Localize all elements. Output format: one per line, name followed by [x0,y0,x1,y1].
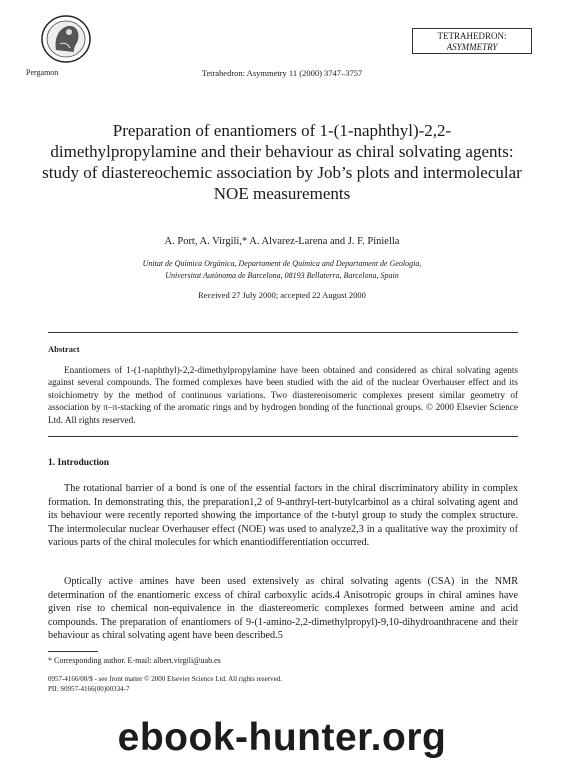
copyright-line2: PII: S0957-4166(00)00334-7 [48,685,130,693]
intro-paragraph-2: Optically active amines have been used extensively as chiral solvating agents (CSA) in the NMR determination of the enantiomeric excess of chiral carboxylic acids.4 Anisotropic groups in chiral amines have given rise to chemical non-equivalence in the diastereomeric complexes formed between amine and acid compounds. The preparation of enantiomers of 9-(1-amino-2,2-dimethylpropyl)-9,10-dihydroanthracene and their behaviour as chiral solvating agent have been described.5 [48,576,518,642]
author-list: A. Port, A. Virgili,* A. Alvarez-Larena and J. F. Piniella [164,236,400,247]
abstract-heading: Abstract [48,344,80,354]
section-heading-introduction: 1. Introduction [48,458,110,468]
elsevier-tree-logo-icon [40,14,92,64]
affiliation-line2: Universitat Autònoma de Barcelona, 08193 Bellaterra, Barcelona, Spain [165,271,399,280]
journal-name-box [412,28,532,54]
divider-bottom [48,436,518,437]
intro-paragraph-1: The rotational barrier of a bond is one of the essential factors in the chiral discriminatory ability in complex formation. In demonstrating this, the preparation1,2 of 9-anthryl-tert-butylcarbinol as a chiral solvating agent and its behaviour were recently reported showing the importance of the t-butyl group to study the complex structure. The intermolecular nuclear Overhauser effect (NOE) was used to analyze2,3 in a qualitative way the proximity of various parts of the chiral molecules for which enantiodifferentiation occurred. [48,483,518,549]
affiliation-line1: Unitat de Química Orgànica, Departament de Química and Departament de Geologia, [142,259,422,268]
affiliation [0,258,564,282]
journal-name-line2: ASYMMETRY [446,42,498,52]
corresponding-author-footnote: * Corresponding author. E-mail: albert.virgili@uab.es [48,656,221,665]
copyright-line1: 0957-4166/00/$ - see front matter © 2000 Elsevier Science Ltd. All rights reserved. [48,675,282,683]
journal-name-line1: TETRAHEDRON: [437,31,507,41]
divider-top [48,332,518,333]
publisher-name: Pergamon [26,68,59,77]
watermark-text: ebook-hunter.org [117,716,447,759]
journal-citation: Tetrahedron: Asymmetry 11 (2000) 3747–3757 [201,68,363,78]
abstract-body: Enantiomers of 1-(1-naphthyl)-2,2-dimethylpropylamine have been obtained and considered as chiral solvating agents against several compounds. The formed complexes have been studied with the aid of the nuclear Overhauser effect and its stoichiometry by the method of continuous variations. Two diastereoisomeric complexes present similar geometry of association by π–π-stacking of the aromatic rings and by hydrogen bonding of the functional groups. © 2000 Elsevier Science Ltd. All rights reserved. [48,365,518,425]
article-title: Preparation of enantiomers of 1-(1-naphthyl)-2,2-dimethylpropylamine and their behaviour as chiral solvating agents: study of diastereochemic association by Job’s plots and intermolecular NOE measurements [42,121,522,203]
footnote-divider [48,651,98,652]
received-dates: Received 27 July 2000; accepted 22 August 2000 [198,290,366,300]
copyright-notice [48,674,282,694]
